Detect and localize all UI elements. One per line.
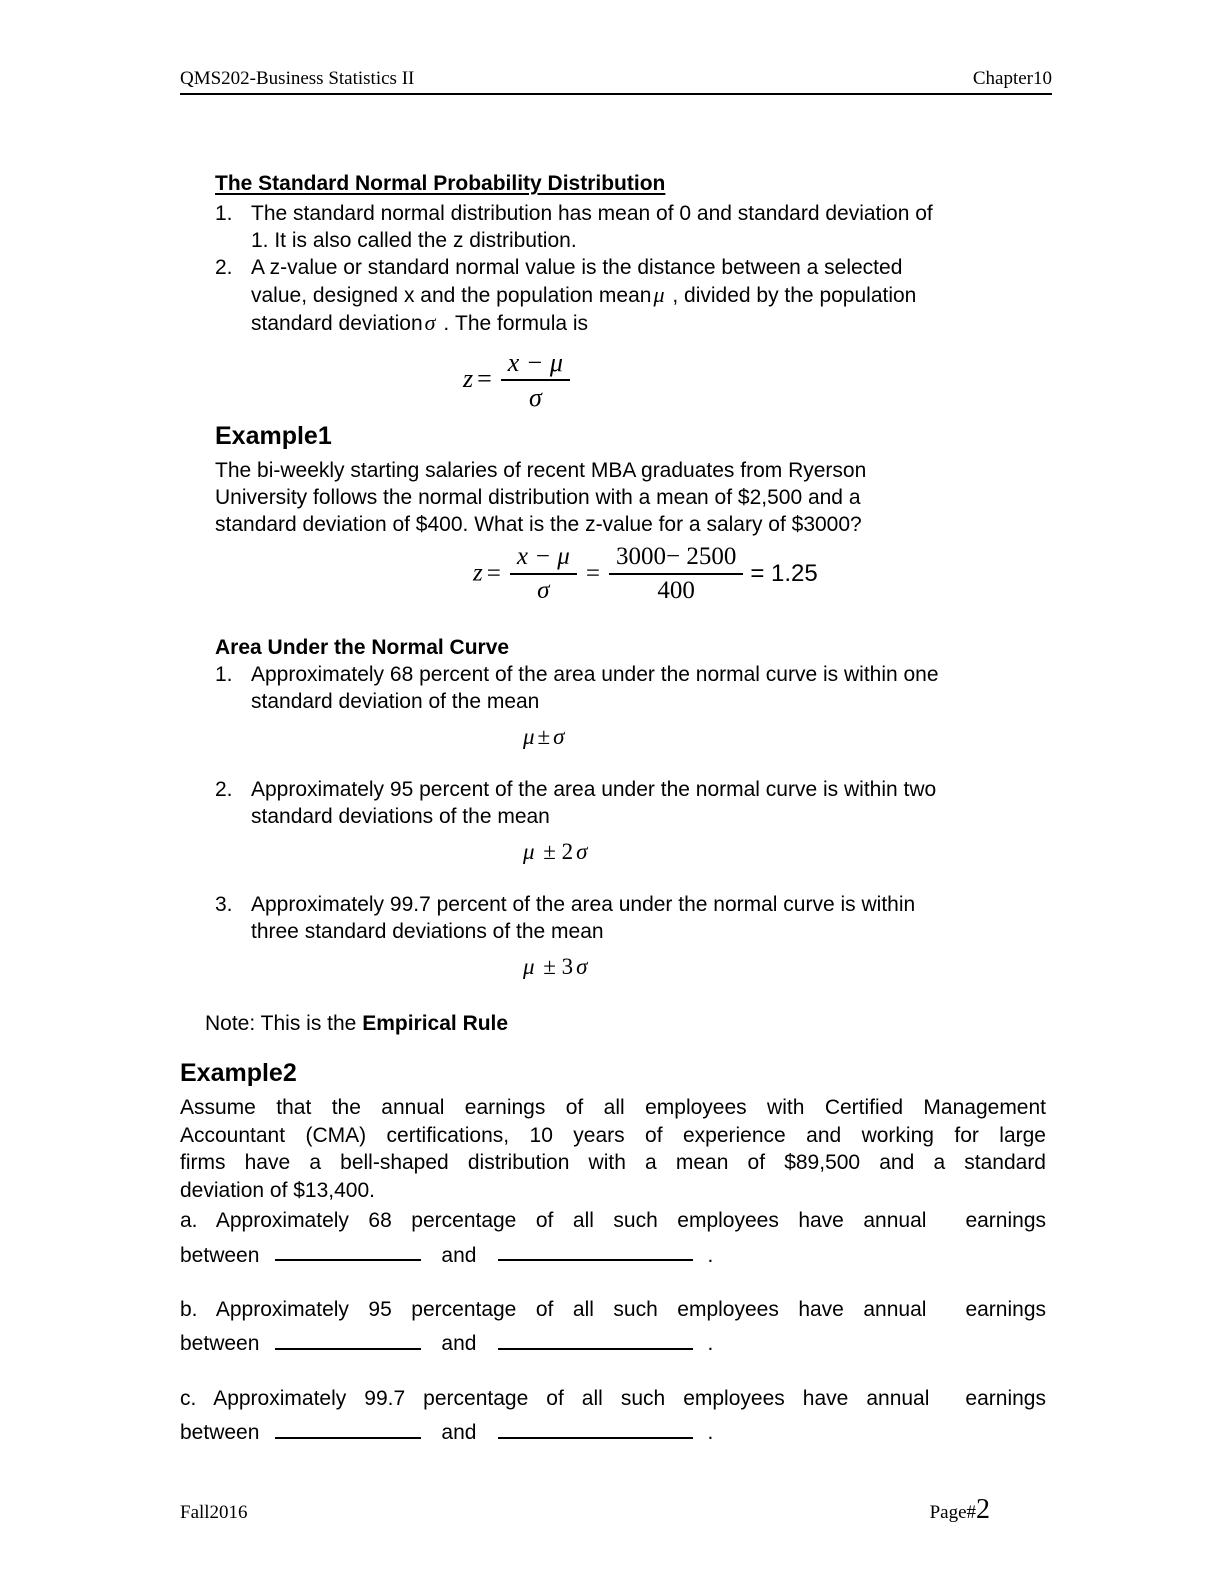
text-line: The standard normal distribution has mean of 0 and standard deviation of bbox=[251, 202, 933, 225]
item-text bbox=[251, 661, 1048, 715]
text-part: standard deviation bbox=[251, 312, 423, 335]
text-line: standard deviations of the mean bbox=[251, 805, 550, 829]
between-label: between bbox=[180, 1243, 260, 1267]
page-footer bbox=[180, 1494, 990, 1526]
item-text bbox=[251, 891, 1048, 945]
text-line: The bi-weekly starting salaries of recent MBA graduates from Ryerson bbox=[215, 459, 867, 483]
note-text: Note: This is the bbox=[205, 1012, 363, 1036]
text-line: Approximately 99.7 percent of the area under the normal curve is within bbox=[251, 893, 916, 917]
footer-term-label: Fall2016 bbox=[180, 1502, 248, 1523]
item-text bbox=[251, 254, 1048, 337]
question-text: b. Approximately 95 percentage of all such employees have annual earnings bbox=[180, 1297, 1046, 1321]
formula-one-sigma bbox=[523, 723, 1048, 750]
area-item-2 bbox=[215, 776, 1048, 830]
answer-line bbox=[180, 1328, 1046, 1357]
formula-z-definition bbox=[463, 348, 1048, 412]
text-line: A z-value or standard normal value is the distance between a selected bbox=[251, 256, 903, 279]
fraction bbox=[609, 543, 743, 605]
section-title: The Standard Normal Probability Distribution bbox=[215, 172, 666, 195]
formula-three-sigma bbox=[523, 953, 1048, 980]
footer-page-ref bbox=[930, 1494, 990, 1526]
answer-blank-1[interactable] bbox=[275, 1240, 421, 1262]
formula-result: = 1.25 bbox=[750, 559, 818, 587]
example2-section bbox=[180, 1053, 1046, 1447]
between-label: between bbox=[180, 1421, 260, 1445]
question-text: c. Approximately 99.7 percentage of all such employees have annual earnings bbox=[180, 1386, 1046, 1410]
between-label: between bbox=[180, 1332, 260, 1356]
main-content-section bbox=[205, 170, 1048, 1037]
mu-symbol: μ bbox=[523, 724, 535, 750]
plus-minus-sign: ± bbox=[537, 724, 551, 750]
answer-blank-1[interactable] bbox=[275, 1328, 421, 1350]
sigma-symbol: σ bbox=[424, 310, 436, 335]
period: . bbox=[707, 1332, 714, 1356]
area-item-1 bbox=[215, 661, 1048, 715]
text-part: value, designed x and the population mean bbox=[251, 284, 652, 307]
fraction-numerator: 3000− 2500 bbox=[609, 543, 743, 575]
text-line: 1. It is also called the z distribution. bbox=[251, 229, 577, 252]
fraction-denominator: σ bbox=[537, 577, 550, 605]
math-variable-z: z bbox=[473, 559, 483, 587]
equals-sign: = bbox=[477, 363, 492, 393]
fraction bbox=[510, 543, 577, 605]
answer-blank-2[interactable] bbox=[498, 1240, 693, 1262]
text-part: . The formula is bbox=[437, 312, 589, 335]
answer-blank-2[interactable] bbox=[498, 1417, 693, 1439]
area-section-heading: Area Under the Normal Curve bbox=[215, 636, 510, 660]
text-line: deviation of $13,400. bbox=[180, 1178, 375, 1202]
area-item-3 bbox=[215, 891, 1048, 945]
question-c bbox=[180, 1385, 1046, 1447]
text-line: firms have a bell-shaped distribution with a mean of $89,500 and a standard bbox=[180, 1151, 1046, 1174]
text-line bbox=[251, 309, 1048, 337]
question-b bbox=[180, 1296, 1046, 1358]
fraction-numerator: x − μ bbox=[501, 348, 570, 381]
numbered-item-1 bbox=[215, 200, 1048, 254]
note-bold-text: Empirical Rule bbox=[362, 1012, 509, 1036]
header-course-title: QMS202-Business Statistics II bbox=[180, 68, 415, 89]
answer-line bbox=[180, 1417, 1046, 1446]
math-variable-z: z bbox=[463, 363, 474, 393]
and-label: and bbox=[441, 1332, 477, 1356]
fraction bbox=[501, 348, 570, 412]
period: . bbox=[707, 1243, 714, 1267]
page-number: 2 bbox=[976, 1494, 990, 1525]
text-part: , divided by the population bbox=[666, 284, 917, 307]
item-number: 2. bbox=[215, 256, 233, 279]
example1-heading: Example1 bbox=[215, 422, 332, 451]
text-line: Assume that the annual earnings of all employees with Certified Management bbox=[180, 1096, 1046, 1119]
question-text: a. Approximately 68 percentage of all such employees have annual earnings bbox=[180, 1209, 1046, 1232]
text-line: Approximately 95 percent of the area under the normal curve is within two bbox=[251, 778, 937, 802]
text-line bbox=[251, 281, 1048, 309]
header-chapter-label: Chapter10 bbox=[972, 68, 1052, 89]
item-number: 1. bbox=[215, 663, 233, 687]
item-text bbox=[251, 200, 1048, 254]
formula-two-sigma bbox=[523, 838, 1048, 865]
fraction-denominator: σ bbox=[528, 383, 542, 413]
sigma-symbol: σ bbox=[553, 724, 565, 750]
formula-z-calculation bbox=[473, 543, 1048, 605]
empirical-rule-note bbox=[205, 1010, 1048, 1037]
mu-symbol: μ bbox=[653, 282, 665, 307]
period: . bbox=[707, 1421, 714, 1445]
and-label: and bbox=[441, 1243, 477, 1267]
and-label: and bbox=[441, 1421, 477, 1445]
text-line: standard deviation of $400. What is the z-value for a salary of $3000? bbox=[215, 513, 862, 537]
answer-line bbox=[180, 1240, 1046, 1269]
mu-symbol: μ bbox=[523, 839, 535, 865]
fraction-denominator: 400 bbox=[657, 577, 695, 605]
item-number: 1. bbox=[215, 202, 233, 225]
page-header bbox=[180, 68, 1052, 95]
mu-symbol: μ bbox=[523, 954, 535, 980]
page-label: Page# bbox=[929, 1502, 976, 1523]
plus-minus-sign: ± 2 bbox=[537, 839, 574, 865]
text-line: Approximately 68 percent of the area under the normal curve is within one bbox=[251, 663, 939, 687]
text-line: Accountant (CMA) certifications, 10 years of experience and working for large bbox=[180, 1123, 1046, 1147]
item-text bbox=[251, 776, 1048, 830]
sigma-symbol: σ bbox=[576, 954, 588, 980]
equals-sign: = bbox=[486, 559, 501, 587]
equals-sign: = bbox=[585, 559, 600, 587]
text-line: University follows the normal distribution with a mean of $2,500 and a bbox=[215, 486, 861, 510]
answer-blank-1[interactable] bbox=[275, 1417, 421, 1439]
item-number: 3. bbox=[215, 893, 233, 917]
text-line: standard deviation of the mean bbox=[251, 690, 540, 714]
question-a bbox=[180, 1207, 1046, 1269]
fraction-numerator: x − μ bbox=[510, 543, 577, 575]
example2-heading: Example2 bbox=[180, 1059, 297, 1087]
item-number: 2. bbox=[215, 778, 233, 802]
numbered-item-2 bbox=[215, 254, 1048, 337]
plus-minus-sign: ± 3 bbox=[537, 954, 574, 980]
answer-blank-2[interactable] bbox=[498, 1328, 693, 1350]
sigma-symbol: σ bbox=[576, 839, 588, 865]
text-line: three standard deviations of the mean bbox=[251, 920, 604, 944]
